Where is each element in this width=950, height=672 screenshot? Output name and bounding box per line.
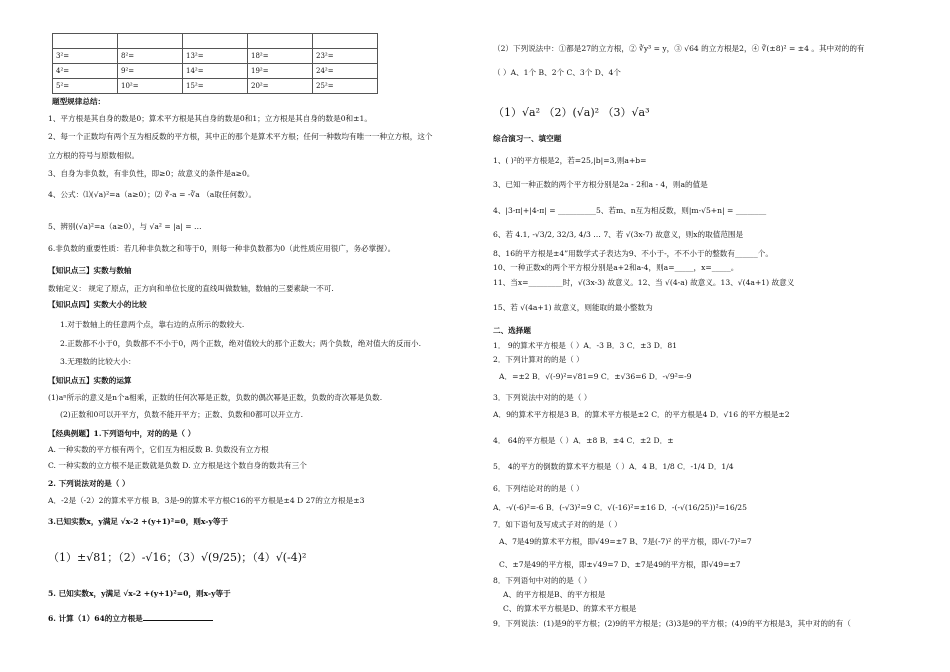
section-choice-title: 二、选择题: [493, 326, 531, 335]
choice-2-options: A．=±2 B．√(-9)²=√81=9 C．±√36=6 D．-√9²=-9: [499, 372, 692, 381]
table-row: [53, 34, 378, 49]
fill-8: 8、16的平方根是±4”用数学式子表达为9、不小于-，不不小于的整数有______个。: [493, 249, 773, 258]
example-6-blank[interactable]: [143, 620, 213, 621]
example-1-cd: C. 一种实数的立方根不是正数就是负数 D. 立方根是这个数自身的数共有三个: [48, 461, 307, 470]
table-cell: [248, 34, 313, 49]
table-row: [53, 64, 378, 79]
table-cell: 10²=: [118, 79, 183, 94]
table-cell: 13²=: [183, 49, 248, 64]
summary-4: 4、公式：⑴(√a)²=a（a≥0）；⑵ ∛-a = -∛a （a取任何数）。: [48, 190, 257, 199]
choice-8-ab: A、的平方根是B、的平方根是: [503, 590, 606, 599]
choice-8: 8．下列语句中对的的是（ ）: [493, 576, 592, 585]
right-q2-options: （ ）A、1个 B、2个 C、3个 D、4个: [493, 68, 621, 77]
choice-6: 6．下列结论对的的是（ ）: [493, 484, 584, 493]
table-cell: 20²=: [248, 79, 313, 94]
summary-2a: 2、每一个正数均有两个互为相反数的平方根，其中正的那个是算术平方根；任何一种数均有唯一一种立方根，这个: [48, 132, 433, 141]
table-cell: 25²=: [313, 79, 378, 94]
right-q2-text: （2）下列说法中：①都是27的立方根，② ∛y³ = y，③ √64 的立方根是2，④ ∛(±8)² = ±4 。其中对的的有: [493, 44, 865, 53]
example-3-title: 3.已知实数x，y满足 √x-2 +(y+1)²=0，则x-y等于: [48, 517, 229, 526]
choice-9: 9．下列说法：(1)是9的平方根；(2)9的平方根是；(3)3是9的平方根；(4)9的平方根是3，其中对的的有（: [493, 619, 851, 628]
example-2-title: 2. 下列说法对的是（ ）: [48, 479, 130, 488]
table-row: [53, 79, 378, 94]
knowledge-5-2: (2)正数和0可以开平方，负数不能开平方；正数、负数和0都可以开立方.: [60, 410, 304, 419]
knowledge-4-3: 3.无理数的比较大小：: [60, 357, 136, 366]
table-cell: 18²=: [248, 49, 313, 64]
fill-11: 11、当x=_________时，√(3x-3) 故意义。12、当 √(4-a) 故意义。13、√(4a+1) 故意义: [493, 278, 795, 287]
choice-3-options: A．9的算术平方根是3 B．的算术平方根是±2 C．的平方根是4 D．√16 的平方根是±2: [493, 410, 790, 419]
table-cell: 9²=: [118, 64, 183, 79]
table-cell: [53, 34, 118, 49]
right-q3-options: （1）√a² （2）(√a)² （3）√a³: [493, 106, 650, 119]
choice-8-cd: C、的算术平方根是D、的算术平方根是: [503, 604, 637, 613]
fill-6: 6、若 4.1, -√3/2, 32/3, 4/3 … 7、若 √(3x-7) 故意义，则x的取值范围是: [493, 230, 744, 239]
example-2-options: A．-2是（-2）2的算术平方根 B．3是-9的算术平方根C16的平方根是±4 D 27的立方根是±3: [48, 496, 365, 505]
knowledge-3-title: 【知识点三】实数与数轴: [48, 266, 132, 275]
choice-6-options: A．-√(-6)²=-6 B．(-√3)²=9 C．√(-16)²=±16 D．-(-√(16/25))²=16/25: [493, 503, 747, 512]
choice-7: 7．如下语句及写成式子对的的是（ ）: [493, 520, 622, 529]
choice-2: 2．下列计算对的的是（ ）: [493, 355, 584, 364]
fill-4: 4、|3-π|+|4-π| = __________5、若m、n互为相反数，则|m-√5+n| = ________: [493, 206, 767, 215]
fill-3: 3、已知一种正数的两个平方根分别是2a - 2和a - 4，则a的值是: [493, 180, 708, 189]
summary-3: 3、自身为非负数，有非负性，即≥0；故意义的条件是a≥0。: [48, 169, 255, 178]
knowledge-5-title: 【知识点五】实数的运算: [48, 376, 132, 385]
table-cell: 19²=: [248, 64, 313, 79]
table-row: [53, 49, 378, 64]
section-fill-title: 综合演习一、填空题: [493, 134, 562, 143]
table-cell: 14²=: [183, 64, 248, 79]
knowledge-3-text: 数轴定义： 规定了原点，正方向和单位长度的直线叫做数轴，数轴的三要素缺一不可.: [48, 284, 334, 293]
summary-6: 6.非负数的重要性质：若几种非负数之和等于0，则每一种非负数都为0（此性质应用很广，务必掌握）。: [48, 244, 396, 253]
table-cell: 4²=: [53, 64, 118, 79]
table-cell: 24²=: [313, 64, 378, 79]
knowledge-4-1: 1.对于数轴上的任意两个点，靠右边的点所示的数较大.: [60, 320, 245, 329]
table-cell: 15²=: [183, 79, 248, 94]
table-cell: 5²=: [53, 79, 118, 94]
example-3-options: （1）±√81；（2）-√16；（3）√(9/25)；（4）√(-4)²: [48, 551, 307, 564]
table-cell: 3²=: [53, 49, 118, 64]
knowledge-4-title: 【知识点四】实数大小的比较: [48, 300, 147, 309]
table-cell: 23²=: [313, 49, 378, 64]
summary-2b: 立方根的符号与原数相似。: [48, 151, 140, 160]
choice-4: 4． 64的平方根是（ ）A．±8 B．±4 C．±2 D．±: [493, 436, 674, 445]
knowledge-4-2: 2.正数都不小于0，负数都不不小于0，两个正数，绝对值较大的那个正数大；两个负数，绝对值大的反而小.: [60, 339, 422, 348]
example-1-ab: A. 一种实数的平方根有两个，它们互为相反数 B. 负数没有立方根: [48, 445, 269, 454]
fill-10: 10、一种正数x的两个平方根分别是a+2和a-4，则a=_____，x=_____。: [493, 263, 739, 272]
knowledge-5-1: (1)aⁿ所示的意义是n个a相乘，正数的任何次幂是正数，负数的偶次幂是正数，负数的奇次幂是负数.: [48, 393, 383, 402]
fill-15: 15、若 √(4a+1) 故意义，则能取的最小整数为: [493, 303, 653, 312]
table-cell: [313, 34, 378, 49]
fill-1: 1、( )²的平方根是2，若=25,|b|=3,则a+b=: [493, 156, 647, 165]
table-cell: [118, 34, 183, 49]
summary-1: 1、平方根是其自身的数是0；算术平方根是其自身的数是0和1；立方根是其自身的数是0和±1。: [48, 114, 372, 123]
summary-5: 5、辨别(√a)²=a（a≥0），与 √a² = |a| = …: [48, 222, 202, 231]
choice-1: 1． 9的算术平方根是（ ）A．-3 B．3 C．±3 D．81: [493, 341, 678, 350]
choice-7-ab: A、7是49的算术平方根，即√49=±7 B、7是(-7)² 的平方根，即√(-7)²=7: [499, 537, 752, 546]
choice-3: 3．下列说法中对的的是（ ）: [493, 393, 592, 402]
summary-title: 题型规律总结：: [52, 97, 106, 106]
example-6-label: 6. 计算（1）64的立方根是: [48, 614, 143, 623]
example-6-title: [48, 614, 213, 623]
table-cell: [183, 34, 248, 49]
table-cell: 8²=: [118, 49, 183, 64]
choice-5: 5． 4的平方的倒数的算术平方根是（ ）A．4 B．1/8 C．-1/4 D．1/4: [493, 462, 734, 471]
example-title: 【经典例题】1.下列语句中，对的的是（ ）: [48, 429, 196, 438]
example-5-title: 5. 已知实数x，y满足 √x-2 +(y+1)²=0，则x-y等于: [48, 589, 231, 598]
choice-7-cd: C、±7是49的平方根，即±√49=7 D、±7是49的平方根，即√49=±7: [499, 560, 741, 569]
squares-table: [52, 33, 378, 94]
